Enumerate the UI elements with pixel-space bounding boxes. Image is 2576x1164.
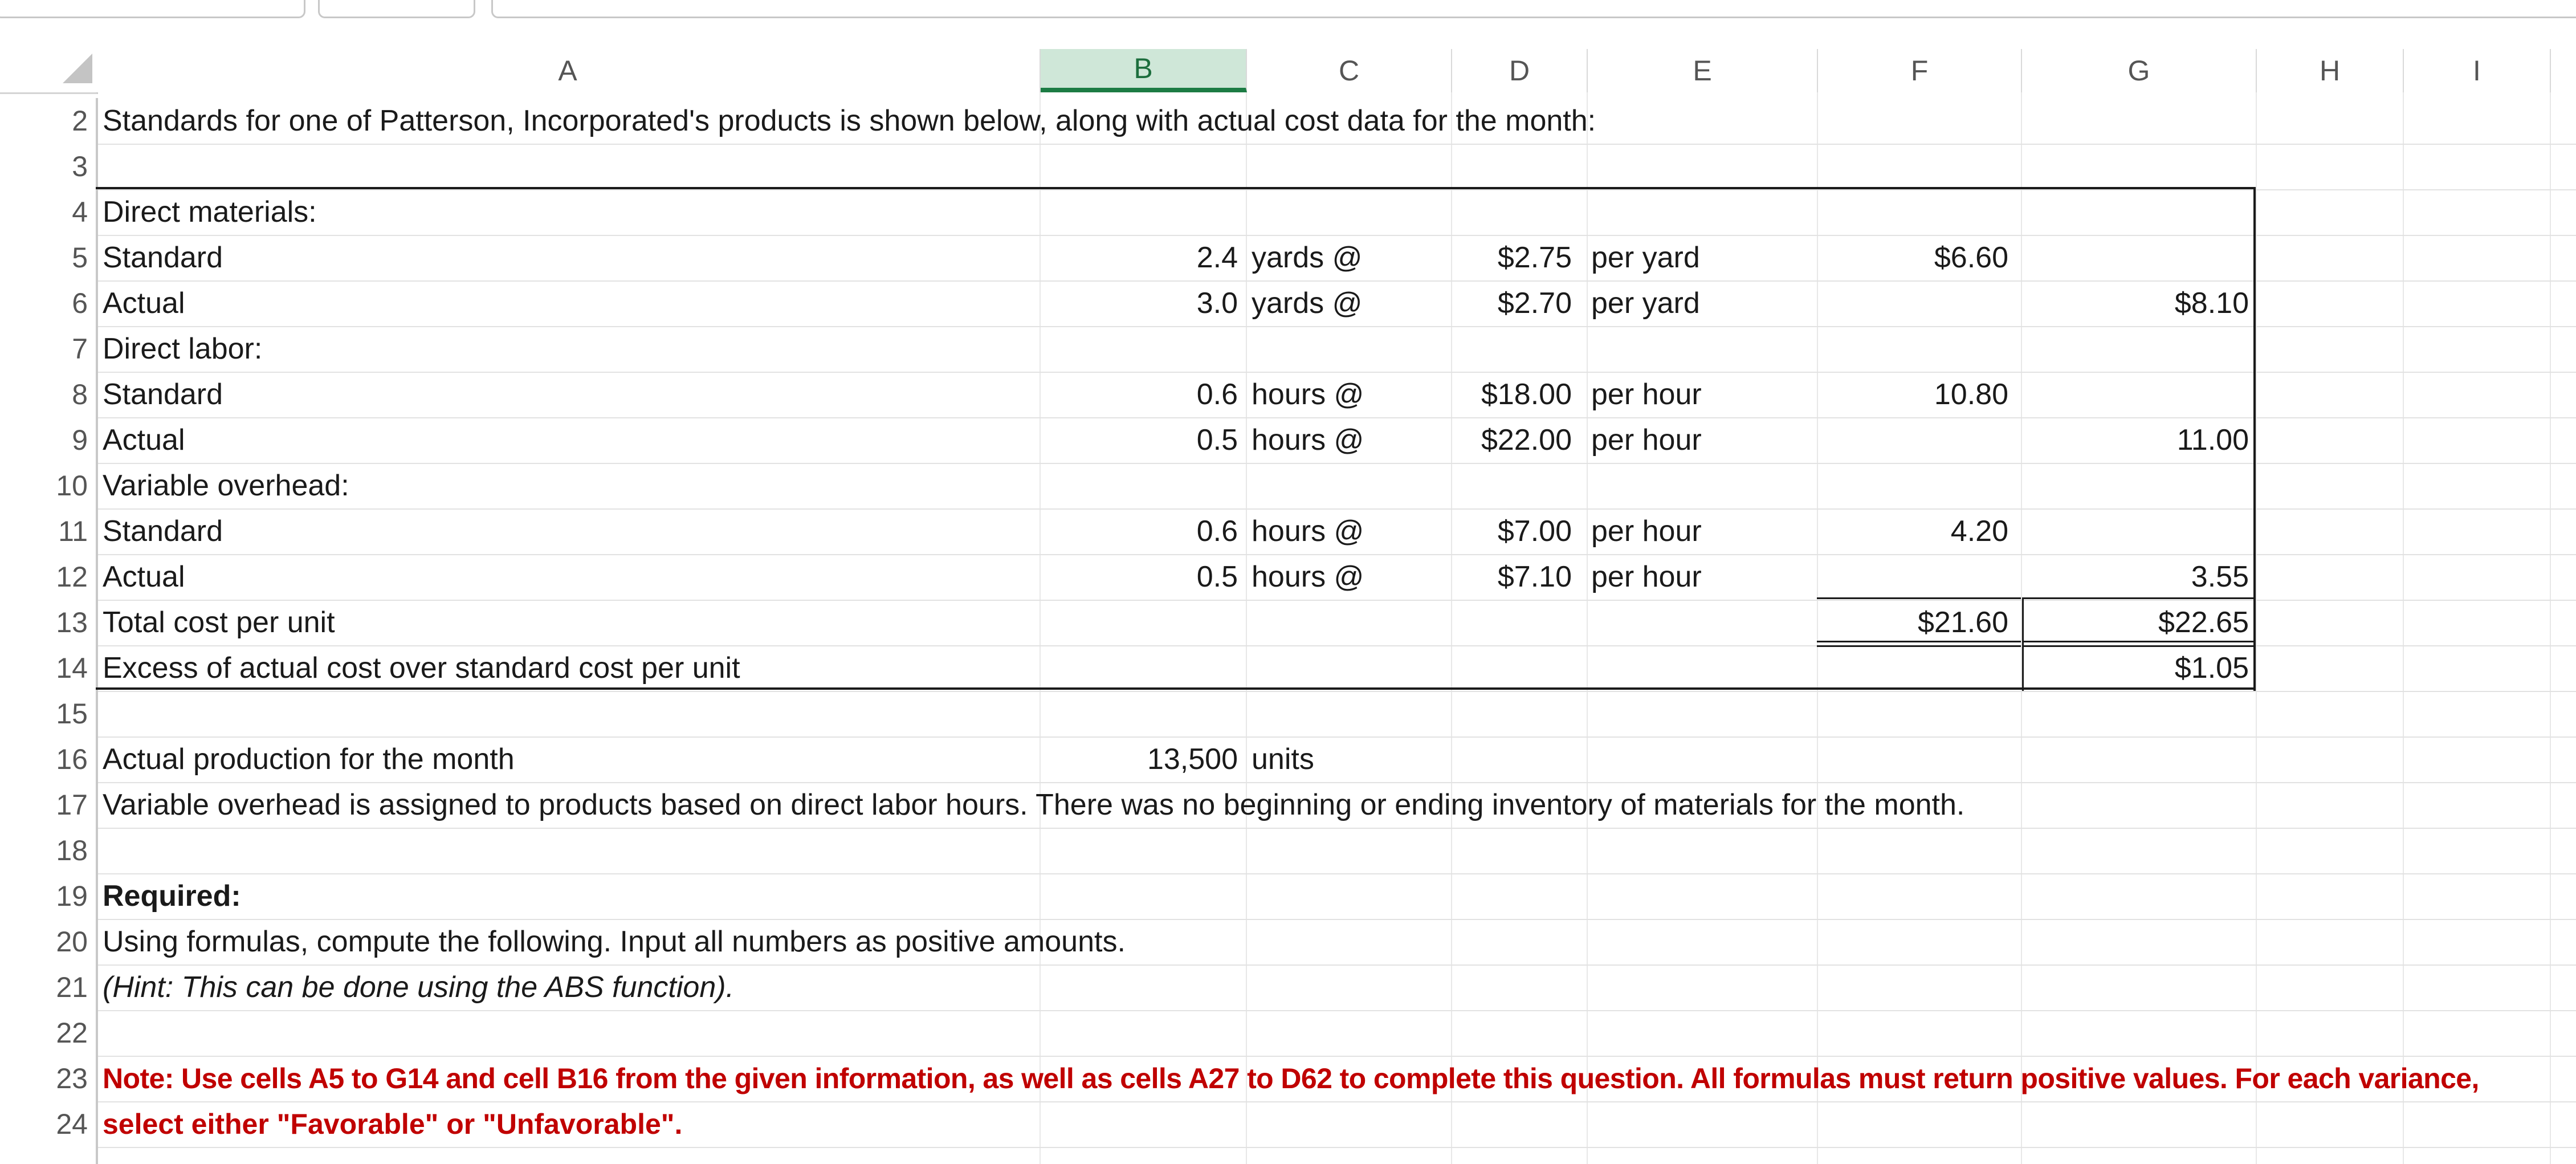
- cell-d8[interactable]: $18.00: [1481, 378, 1572, 411]
- row-header[interactable]: 22: [0, 1010, 98, 1056]
- cell-g13[interactable]: $22.65: [2158, 606, 2249, 639]
- row-header[interactable]: 8: [0, 372, 98, 417]
- cell-g12[interactable]: 3.55: [2191, 560, 2249, 593]
- cell-d6[interactable]: $2.70: [1497, 287, 1572, 320]
- cell-b8[interactable]: 0.6: [1196, 378, 1238, 411]
- row-header[interactable]: 14: [0, 645, 98, 691]
- cell-a4[interactable]: Direct materials:: [103, 196, 317, 229]
- row-header[interactable]: [0, 1147, 98, 1164]
- cell-d12[interactable]: $7.10: [1497, 560, 1572, 593]
- cell-b11[interactable]: 0.6: [1196, 515, 1238, 548]
- row-header[interactable]: 2: [0, 98, 98, 144]
- cell-a11[interactable]: Standard: [103, 515, 223, 548]
- cell-c12[interactable]: hours @: [1252, 560, 1364, 593]
- cell-c6[interactable]: yards @: [1252, 287, 1363, 320]
- row-header[interactable]: 9: [0, 417, 98, 463]
- row-header[interactable]: 15: [0, 691, 98, 736]
- row-header[interactable]: 21: [0, 964, 98, 1010]
- row-header[interactable]: 16: [0, 736, 98, 782]
- cell-g6[interactable]: $8.10: [2174, 287, 2249, 320]
- row-header[interactable]: 13: [0, 600, 98, 645]
- cell-c16[interactable]: units: [1252, 743, 1314, 776]
- row-header[interactable]: 18: [0, 828, 98, 873]
- column-header-g[interactable]: G: [2022, 49, 2257, 92]
- cell-c9[interactable]: hours @: [1252, 424, 1364, 457]
- row-header[interactable]: 10: [0, 463, 98, 508]
- table-right-border: [2253, 187, 2256, 691]
- cell-b16[interactable]: 13,500: [1147, 743, 1238, 776]
- row-header[interactable]: 7: [0, 326, 98, 372]
- row-header[interactable]: 12: [0, 554, 98, 600]
- row-header[interactable]: 5: [0, 235, 98, 280]
- table-top-border: [96, 187, 2256, 189]
- cell-a8[interactable]: Standard: [103, 378, 223, 411]
- row-header[interactable]: 20: [0, 919, 98, 964]
- column-header-e[interactable]: E: [1588, 49, 1818, 92]
- row-header[interactable]: 11: [0, 508, 98, 554]
- cell-a19[interactable]: Required:: [103, 880, 241, 913]
- cell-b12[interactable]: 0.5: [1196, 560, 1238, 593]
- cell-g9[interactable]: 11.00: [2176, 424, 2249, 457]
- cell-a2[interactable]: Standards for one of Patterson, Incorporated's products is shown below, along with actual cost data for the month:: [103, 104, 1596, 137]
- cell-e8[interactable]: per hour: [1591, 378, 1702, 411]
- cell-a6[interactable]: Actual: [103, 287, 185, 320]
- cell-g14[interactable]: $1.05: [2174, 652, 2249, 685]
- row-header[interactable]: 6: [0, 280, 98, 326]
- cell-f11[interactable]: 4.20: [1950, 515, 2008, 548]
- cell-f5[interactable]: $6.60: [1934, 241, 2008, 274]
- cell-b6[interactable]: 3.0: [1196, 287, 1238, 320]
- cell-a24[interactable]: select either "Favorable" or "Unfavorable".: [103, 1108, 683, 1140]
- cell-e9[interactable]: per hour: [1591, 424, 1702, 457]
- cell-c11[interactable]: hours @: [1252, 515, 1364, 548]
- cell-e6[interactable]: per yard: [1591, 287, 1700, 320]
- column-header-d[interactable]: D: [1452, 49, 1588, 92]
- cell-a23[interactable]: Note: Use cells A5 to G14 and cell B16 from the given information, as well as cells A27 to D62 to complete this question. All formulas must return positive values. For each variance,: [103, 1063, 2479, 1094]
- cell-a10[interactable]: Variable overhead:: [103, 469, 349, 502]
- cell-a14[interactable]: Excess of actual cost over standard cost per unit: [103, 652, 740, 685]
- cell-a5[interactable]: Standard: [103, 241, 223, 274]
- cell-d5[interactable]: $2.75: [1497, 241, 1572, 274]
- column-header-f[interactable]: F: [1818, 49, 2022, 92]
- f13-double-border-2: [1817, 645, 2021, 647]
- row-header[interactable]: 19: [0, 873, 98, 919]
- cell-e11[interactable]: per hour: [1591, 515, 1702, 548]
- cell-a9[interactable]: Actual: [103, 424, 185, 457]
- column-header-c[interactable]: C: [1247, 49, 1452, 92]
- cell-a17[interactable]: Variable overhead is assigned to products based on direct labor hours. There was no beginning or ending inventory of materials for the month.: [103, 788, 1965, 821]
- row-header[interactable]: 17: [0, 782, 98, 828]
- cell-e12[interactable]: per hour: [1591, 560, 1702, 593]
- cell-a13[interactable]: Total cost per unit: [103, 606, 335, 639]
- column-header-h[interactable]: H: [2257, 49, 2404, 92]
- cell-b9[interactable]: 0.5: [1196, 424, 1238, 457]
- cell-e5[interactable]: per yard: [1591, 241, 1700, 274]
- row-header[interactable]: 24: [0, 1101, 98, 1147]
- cell-d11[interactable]: $7.00: [1497, 515, 1572, 548]
- cell-b5[interactable]: 2.4: [1196, 241, 1238, 274]
- row-header[interactable]: 3: [0, 144, 98, 189]
- cell-c5[interactable]: yards @: [1252, 241, 1363, 274]
- cell-a21[interactable]: (Hint: This can be done using the ABS function).: [103, 971, 735, 1004]
- cell-a7[interactable]: Direct labor:: [103, 332, 263, 365]
- row-header[interactable]: 23: [0, 1056, 98, 1101]
- row-header[interactable]: 4: [0, 189, 98, 235]
- column-header-b[interactable]: B: [1041, 49, 1247, 92]
- cell-f13[interactable]: $21.60: [1917, 606, 2008, 639]
- column-header-i[interactable]: I: [2404, 49, 2551, 92]
- cell-d9[interactable]: $22.00: [1481, 424, 1572, 457]
- select-all-triangle-icon: [63, 54, 92, 83]
- cell-a12[interactable]: Actual: [103, 560, 185, 593]
- cell-c8[interactable]: hours @: [1252, 378, 1364, 411]
- column-header-a[interactable]: A: [96, 49, 1041, 92]
- cell-a20[interactable]: Using formulas, compute the following. Input all numbers as positive amounts.: [103, 925, 1126, 958]
- f12-bottom-border: [1817, 597, 2021, 599]
- cell-a16[interactable]: Actual production for the month: [103, 743, 515, 776]
- cell-f8[interactable]: 10.80: [1934, 378, 2008, 411]
